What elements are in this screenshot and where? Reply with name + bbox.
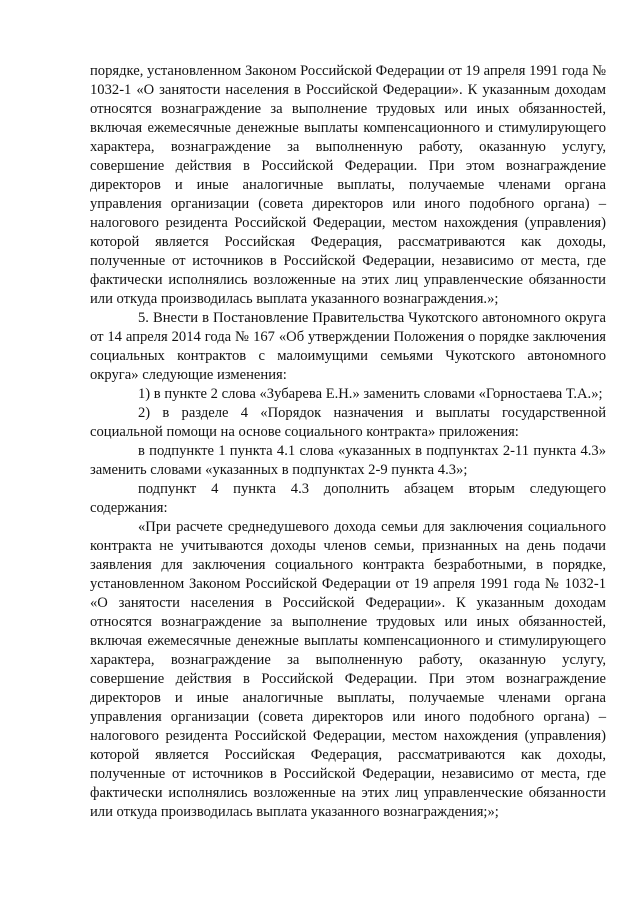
paragraph-item-5: 5. Внести в Постановление Правительства Чукотского автономного округа от 14 апреля 2014 года № 167 «Об утверждении Положения о порядке заключения социальных контрактов с малоимущими семьями Чукотского автономного округа» следующие изменения: xyxy=(90,310,606,383)
paragraph-quoted-text: «При расчете среднедушевого дохода семьи для заключения социального контракта не учитываются доходы членов семьи, признанных на день подачи заявления для заключения социального контракта безработными, в порядке, установленном Законом Российской Федерации от 19 апреля 1991 года № 1032-1 «О занятости населения в Российской Федерации». К указанным доходам относятся вознаграждение за выполнение трудовых или иных обязанностей, включая ежемесячные денежные выплаты компенсационного и стимулирующего характера, вознаграждение за выполненную работу, оказанную услугу, совершение действия в Российской Федерации. При этом вознаграждение директоров и иные аналогичные выплаты, получаемые членами органа управления организации (совета директоров или иного подобного органа) – налогового резидента Российской Федерации, местом нахождения (управления) которой является Российская Федерация, рассматриваются как доходы, полученные от источников в Российской Федерации, независимо от места, где фактически исполнялись возложенные на этих лиц управленческие обязанности или откуда производилась выплата указанного вознаграждения;»; xyxy=(90,519,606,820)
paragraph-amend-4-3: подпункт 4 пункта 4.3 дополнить абзацем вторым следующего содержания: xyxy=(90,481,606,516)
paragraph-subitem-1: 1) в пункте 2 слова «Зубарева Е.Н.» заменить словами «Горностаева Т.А.»; xyxy=(138,386,603,402)
paragraph-amend-4-1: в подпункте 1 пункта 4.1 слова «указанных в подпунктах 2-11 пункта 4.3» заменить словами «указанных в подпунктах 2-9 пункта 4.3»; xyxy=(90,443,606,478)
paragraph-subitem-2: 2) в разделе 4 «Порядок назначения и выплаты государственной социальной помощи на основе социального контракта» приложения: xyxy=(90,405,606,440)
paragraph-continuation: порядке, установленном Законом Российской Федерации от 19 апреля 1991 года № 1032-1 «О занятости населения в Российской Федерации». К указанным доходам относятся вознаграждение за выполнение трудовых или иных обязанностей, включая ежемесячные денежные выплаты компенсационного и стимулирующего характера, вознаграждение за выполненную работу, оказанную услугу, совершение действия в Российской Федерации. При этом вознаграждение директоров и иные аналогичные выплаты, получаемые членами органа управления организации (совета директоров или иного подобного органа) – налогового резидента Российской Федерации, местом нахождения (управления) которой является Российская Федерация, рассматриваются как доходы, полученные от источников в Российской Федерации, независимо от места, где фактически исполнялись возложенные на этих лиц управленческие обязанности или откуда производилась выплата указанного вознаграждения.»; xyxy=(90,63,606,307)
document-page xyxy=(90,62,606,822)
